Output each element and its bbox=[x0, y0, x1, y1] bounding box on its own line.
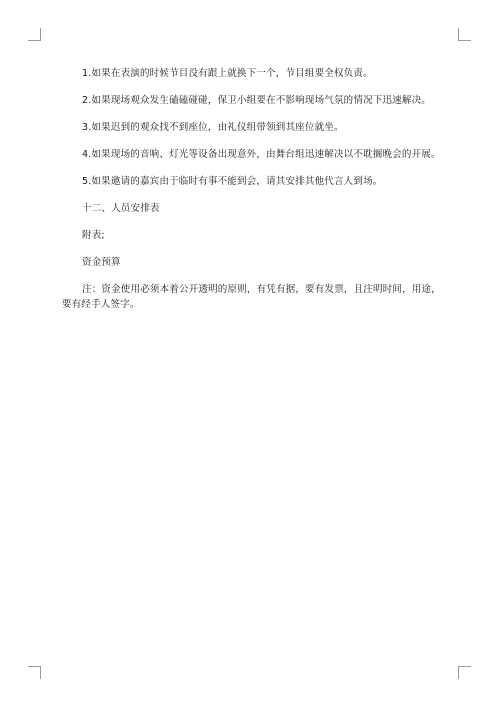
crop-mark-top-left bbox=[28, 28, 41, 41]
paragraph-contingency-2: 2.如果现场观众发生磕磕碰碰，保卫小组要在不影响现场气氛的情况下迅速解决。 bbox=[82, 95, 431, 106]
crop-mark-bottom-right bbox=[458, 666, 471, 679]
crop-mark-bottom-left bbox=[28, 666, 41, 679]
paragraph-contingency-1: 1.如果在表演的时候节目没有跟上就换下一个，节目组要全权负责。 bbox=[82, 68, 373, 79]
paragraph-contingency-4: 4.如果现场的音响、灯光等设备出现意外，由舞台组迅速解决以不耽搁晚会的开展。 bbox=[82, 149, 441, 160]
budget-heading: 资金预算 bbox=[82, 257, 121, 268]
section-heading-staffing: 十二、人员安排表 bbox=[82, 203, 160, 214]
crop-mark-top-right bbox=[458, 28, 471, 41]
paragraph-contingency-3: 3.如果迟到的观众找不到座位，由礼仪组带领到其座位就坐。 bbox=[82, 122, 344, 133]
budget-note: 注：资金使用必须本着公开透明的原则，有凭有据，要有发票，且注明时间，用途，要有经手人签字。 bbox=[62, 284, 441, 310]
paragraph-contingency-5: 5.如果邀请的嘉宾由于临时有事不能到会，请其安排其他代言人到场。 bbox=[82, 176, 383, 187]
document-body bbox=[62, 66, 442, 324]
attachment-label: 附表; bbox=[82, 230, 105, 241]
